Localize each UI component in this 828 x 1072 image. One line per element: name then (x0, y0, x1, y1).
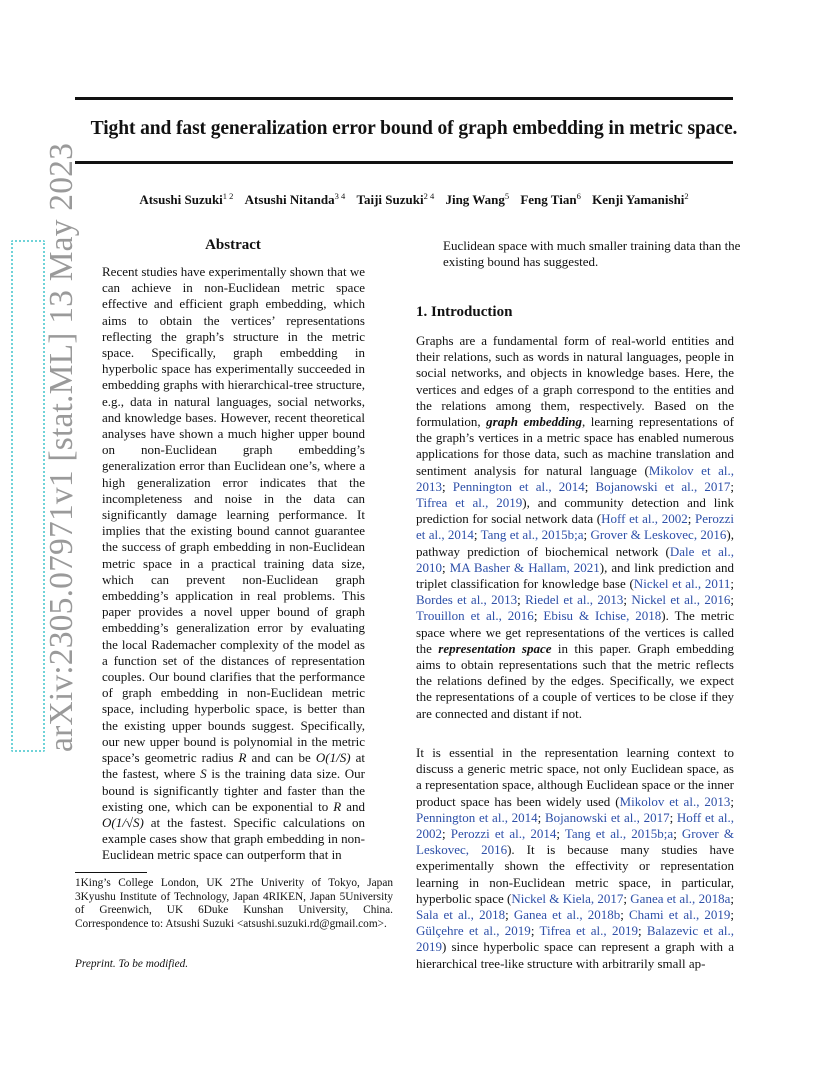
citation-link[interactable]: Ganea et al., 2018a (630, 890, 731, 906)
citation-link[interactable]: Mikolov et al., 2013 (416, 462, 735, 494)
text-run: , learning representations of the graph’s vertices in a metric space has enabled numerous applications for those data, such as machine translation and sentiment analysis for natural language ( (416, 414, 734, 478)
citation-link[interactable]: Tifrea et al., 2019 (416, 495, 523, 511)
author-list (60, 191, 768, 208)
section-heading-introduction: 1. Introduction (416, 304, 513, 320)
text-run: ; (584, 478, 596, 494)
citation-link[interactable]: Bojanowski et al., 2017 (595, 478, 731, 494)
citation-link[interactable]: Nickel & Kiela, 2017 (511, 890, 624, 906)
author: Feng Tian$^6$ (520, 191, 581, 207)
citation-link[interactable]: Sala et al., 2018 (416, 907, 506, 923)
intro-paragraph-2 (416, 745, 734, 972)
text-run: ), and link prediction and triplet classification for knowledge base ( (416, 559, 734, 592)
text-run: ; (505, 907, 514, 923)
text-run: ; (637, 923, 647, 939)
text-run: ; (623, 890, 631, 906)
citation-link[interactable]: Nickel et al., 2011 (633, 576, 731, 592)
text-run: ) since hyperbolic space can represent a graph with a hierarchical tree-like structure with arbitrarily small ap- (416, 939, 734, 971)
text-run: ). It is because many studies have experimentally shown the effectivity or representation learning in non-Euclidean metric space, in particular, hyperbolic space ( (416, 842, 734, 906)
text-run: ). The metric space where we get representations of the vertices is called the (416, 608, 734, 656)
citation-link[interactable]: MA Basher & Hallam, 2021 (449, 559, 600, 575)
abstract-heading: Abstract (205, 237, 261, 253)
citation-link[interactable]: Ganea et al., 2018b (513, 907, 621, 923)
arxiv-identifier: arXiv:2305.07971v1 [stat.ML] 13 May 2023 (43, 142, 80, 752)
author: Jing Wang$^5$ (445, 191, 510, 207)
text-run: ; (473, 527, 481, 543)
author: Atsushi Suzuki$^{1 2}$ (139, 191, 234, 207)
arxiv-stamp-border (11, 240, 45, 752)
text-run: ; (673, 826, 682, 842)
text-run: Graphs are a fundamental form of real-world entities and their relations, such as words in natural languages, people in social networks, and objects in knowledge bases. Here, the vertices and edges of a graph correspond to the entities and the relations among them, respectively. Based on the formulation, (416, 333, 734, 430)
text-run: ; (530, 923, 540, 939)
abstract-body: Recent studies have experimentally shown that we can achieve in non-Euclidean metric space effective and efficient graph embedding, which aims to obtain the vertices’ representations reflecting the graph’s structure in the metric space. Specifically, graph embedding in hyperbolic space has experimentally succeeded in embedding graphs with hierarchical-tree structure, e.g., data in natural languages, social networks, and knowledge bases. However, recent theoretical analyses have shown a much higher upper bound on non-Euclidean graph embedding’s generalization error than Euclidean one’s, where a high generalization error indicates that the incompleteness and noise in the data can significantly damage learning performance. It implies that the existing bound cannot guarantee the success of graph embedding in non-Euclidean metric space in a practical training data size, which can prevent non-Euclidean graph embedding’s application in real problems. This paper provides a novel upper bound of graph embedding’s generalization error by evaluating the local Rademacher complexity of the model as a function set of the distances of representation couples. Our bound clarifies that the performance of graph embedding in non-Euclidean metric space, including hyperbolic space, is better than the existing upper bounds suggest. Specifically, our new upper bound is polynomial in the metric space’s geometric radius R and can be O(1/S) at the fastest, where S is the training data size. Our bound is significantly tighter and faster than the existing one, which can be exponential to R and O(1/√S) at the fastest. Specific calculations on example cases show that graph embedding in non-Euclidean metric space can outperform that in (102, 264, 366, 863)
preprint-note: Preprint. To be modified. (75, 958, 189, 970)
title-bottom-rule (75, 161, 733, 164)
text-run: ; (442, 478, 453, 494)
citation-link[interactable]: Grover & Leskovec, 2016 (416, 826, 734, 858)
author: Atsushi Nitanda$^{3 4}$ (244, 191, 346, 207)
footnote-rule (75, 872, 147, 873)
citation-link[interactable]: Tifrea et al., 2019 (539, 923, 638, 939)
text-run: ; (442, 559, 450, 575)
citation-link[interactable]: Balazevic et al., 2019 (416, 923, 734, 955)
text-run: ; (623, 592, 632, 608)
affiliations-footnote: 1King’s College London, UK 2The Univerity of Tokyo, Japan 3Kyushu Institute of Technology, Japan 4RIKEN, Japan 5University of Greenwich, UK 6Duke Kunshan University, China. Correspondence to: Atsushi Suzuki <atsushi.suzuki.rd@gmail.com>. (75, 877, 393, 930)
citation-link[interactable]: Chami et al., 2019 (629, 907, 731, 923)
emphasized-term: graph embedding (486, 414, 582, 430)
text-run: ; (730, 890, 734, 906)
paper-title: Tight and fast generalization error bound of graph embedding in metric space. (90, 118, 738, 139)
arxiv-stamp (7, 142, 80, 752)
author: Taiji Suzuki$^{2 4}$ (356, 191, 435, 207)
text-run: ; (442, 826, 451, 842)
citation-link[interactable]: Bojanowski et al., 2017 (545, 809, 670, 825)
text-run: ; (533, 608, 544, 624)
abstract-continuation: Euclidean space with much smaller training data than the existing bound has suggested. (443, 238, 741, 270)
text-run: ; (556, 826, 565, 842)
text-run: ; (537, 809, 546, 825)
text-run: ), pathway prediction of biochemical network ( (416, 527, 734, 559)
citation-link[interactable]: Dale et al., 2010 (416, 543, 734, 575)
text-run: ; (620, 907, 629, 923)
text-run: in this paper. Graph embedding aims to obtain representations such that the metric reflects the relations defined by the edges. Specifically, we expect the representations of a couple of vertices to be close if they are connected and distant if not. (416, 640, 734, 721)
citation-link[interactable]: Mikolov et al., 2013 (619, 793, 731, 809)
citation-link[interactable]: Perozzi et al., 2014 (416, 511, 734, 543)
citation-link[interactable]: Tang et al., 2015b;a (480, 527, 584, 543)
citation-link[interactable]: Grover & Leskovec, 2016 (590, 527, 727, 543)
citation-link[interactable]: Tang et al., 2015b;a (564, 826, 674, 842)
text-run: ; (669, 809, 677, 825)
citation-link[interactable]: Pennington et al., 2014 (416, 809, 538, 825)
citation-link[interactable]: Gülçehre et al., 2019 (416, 923, 531, 939)
citation-link[interactable]: Hoff et al., 2002 (416, 809, 734, 842)
text-run: ; (730, 478, 734, 494)
text-run: ; (583, 527, 591, 543)
title-top-rule (75, 97, 733, 100)
citation-link[interactable]: Perozzi et al., 2014 (450, 826, 557, 842)
text-run: ; (730, 576, 734, 592)
text-run: ; (687, 511, 696, 527)
citation-link[interactable]: Ebisu & Ichise, 2018 (543, 608, 662, 624)
citation-link[interactable]: Hoff et al., 2002 (601, 511, 688, 527)
text-run: It is essential in the representation learning context to discuss a generic metric space, not only Euclidean space, as a representation space, although Euclidean space or the inner product space has been widely used ( (416, 745, 734, 809)
text-run: ; (517, 592, 526, 608)
citation-link[interactable]: Bordes et al., 2013 (416, 592, 518, 608)
author: Kenji Yamanishi$^2$ (592, 191, 689, 207)
citation-link[interactable]: Riedel et al., 2013 (525, 592, 624, 608)
text-run: ; (730, 907, 734, 923)
intro-paragraph-1 (416, 333, 734, 722)
text-run: ; (730, 793, 734, 809)
text-run: ; (730, 592, 734, 608)
citation-link[interactable]: Pennington et al., 2014 (452, 478, 585, 494)
text-run: ), and community detection and link prediction for social network data ( (416, 495, 734, 527)
citation-link[interactable]: Trouillon et al., 2016 (416, 608, 534, 624)
citation-link[interactable]: Nickel et al., 2016 (631, 592, 731, 608)
emphasized-term: representation space (438, 640, 552, 656)
